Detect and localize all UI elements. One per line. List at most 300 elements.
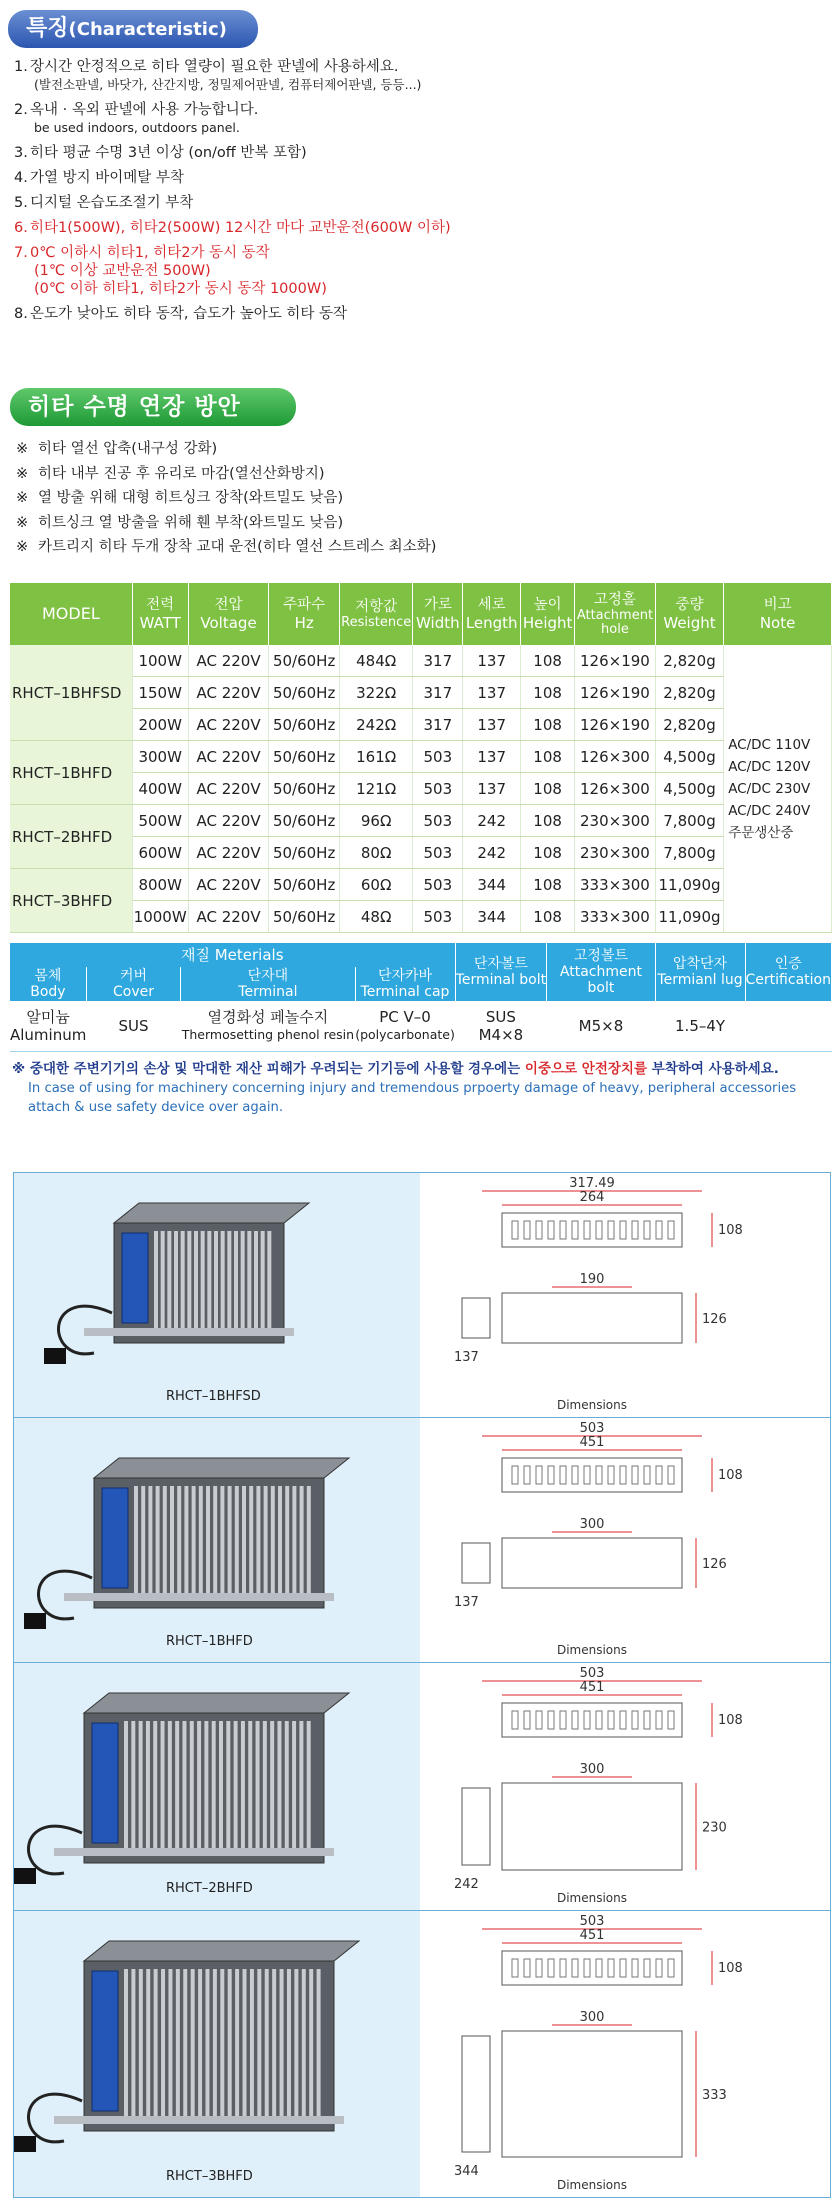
slot [644, 1221, 650, 1239]
top-view [502, 1213, 682, 1247]
fin-slot [139, 1721, 143, 1853]
fin-slot [235, 1969, 239, 2121]
heater-top [94, 1458, 349, 1478]
drawing-svg [422, 1173, 830, 1417]
model-caption: RHCT–1BHFSD [166, 1389, 261, 1404]
cell-voltage: AC 220V [188, 869, 269, 901]
fin-slot [161, 1969, 165, 2121]
slot [596, 1959, 602, 1977]
header-voltage: 전압 Voltage [188, 583, 269, 645]
controller-panel [92, 1723, 118, 1843]
slot [512, 1959, 518, 1977]
table-row [10, 869, 832, 901]
bottom-view [502, 1783, 682, 1870]
fin-slot [168, 1721, 172, 1853]
slot [584, 1466, 590, 1484]
cell-width: 503 [413, 869, 463, 901]
controller-panel [102, 1488, 128, 1588]
slot [644, 1711, 650, 1729]
safety-warning [12, 1060, 827, 1117]
product-row [14, 1418, 830, 1662]
cell-voltage: AC 220V [188, 741, 269, 773]
fin-slot [219, 1721, 223, 1853]
controller-panel [122, 1233, 148, 1323]
header-model: MODEL [10, 583, 132, 645]
material-terminal-cap: PC V–0 (polycarbonate) [355, 1001, 455, 1052]
fin-slot [242, 1486, 246, 1598]
fin-slot [235, 1486, 239, 1598]
top-view [502, 1458, 682, 1492]
note-cell [724, 645, 832, 933]
fin-slot [206, 1486, 210, 1598]
drawing-svg [422, 1911, 830, 2197]
drawing-svg [422, 1418, 830, 1662]
controller-panel [92, 1971, 118, 2111]
slot [608, 1466, 614, 1484]
fin-slot [309, 1969, 313, 2121]
list-item: 5. 디지털 온습도조절기 부착 [14, 195, 194, 211]
cell-weight: 7,800g [655, 837, 723, 869]
dim-hole: 300 [579, 1517, 605, 1532]
dim-depth: 230 [702, 1820, 727, 1836]
cell-voltage: AC 220V [188, 773, 269, 805]
slot [656, 1221, 662, 1239]
header-cover: 커버 Cover [86, 967, 180, 1001]
slot [632, 1711, 638, 1729]
slot [596, 1221, 602, 1239]
fin-slot [247, 1231, 251, 1333]
mount-plate [54, 1848, 334, 1856]
fin-slot [168, 1969, 172, 2121]
cell-width: 317 [413, 677, 463, 709]
cell-resist: 48Ω [339, 901, 413, 933]
cell-hz: 50/60Hz [269, 901, 339, 933]
dimensions-caption: Dimensions [556, 1643, 628, 1657]
slot [548, 1221, 554, 1239]
material-lug: 1.5–4Y [655, 1001, 745, 1052]
product-photo [14, 1173, 420, 1417]
model-cell: RHCT–3BHFD [10, 869, 132, 933]
fin-slot [124, 1969, 128, 2121]
dimension-drawing [422, 1911, 830, 2197]
cell-width: 503 [413, 773, 463, 805]
cell-length: 242 [463, 805, 521, 837]
fin-slot [191, 1969, 195, 2121]
fin-slot [167, 1231, 171, 1333]
cell-watt: 500W [132, 805, 188, 837]
dim-depth: 126 [702, 1312, 727, 1327]
table-row [10, 773, 832, 805]
note-line: AC/DC 240V [728, 802, 811, 819]
dim-hole: 300 [579, 1762, 605, 1777]
cell-watt: 100W [132, 645, 188, 677]
fin-slot [205, 1969, 209, 2121]
fin-slot [134, 1486, 138, 1598]
slot [560, 1711, 566, 1729]
fin-slot [198, 1969, 202, 2121]
product-photo [14, 1418, 420, 1662]
extension-title: 히타 수명 연장 방안 [10, 388, 296, 426]
fin-slot [278, 1486, 282, 1598]
fin-slot [261, 1231, 265, 1333]
table-row [10, 741, 832, 773]
model-caption: RHCT–2BHFD [166, 1881, 253, 1896]
fin-slot [221, 1231, 225, 1333]
dim-hole: 300 [579, 2010, 605, 2025]
cell-height: 108 [521, 709, 575, 741]
side-view [462, 1543, 490, 1583]
cell-hz: 50/60Hz [269, 645, 339, 677]
fin-slot [170, 1486, 174, 1598]
product-grid [13, 1172, 831, 2198]
list-item: ※ 카트리지 히타 두개 장착 교대 운전(히타 열선 스트레스 최소화) [16, 539, 437, 555]
dimension-drawing [422, 1173, 830, 1417]
dimensions-caption: Dimensions [556, 1398, 628, 1412]
table-header-row [10, 583, 832, 645]
cell-weight: 7,800g [655, 805, 723, 837]
slot [656, 1959, 662, 1977]
slot [620, 1221, 626, 1239]
side-view [462, 1298, 490, 1338]
fin-slot [250, 1969, 254, 2121]
mount-plate [54, 2116, 344, 2124]
cell-weight: 2,820g [655, 709, 723, 741]
cell-watt: 300W [132, 741, 188, 773]
fin-slot [307, 1721, 311, 1853]
slot [668, 1221, 674, 1239]
dim-overall: 503 [579, 1666, 605, 1681]
dim-side: 137 [454, 1595, 479, 1610]
fin-slot [190, 1721, 194, 1853]
product-row [14, 1911, 830, 2197]
fin-slot [257, 1969, 261, 2121]
cell-hole: 230×300 [575, 805, 656, 837]
fin-slot [197, 1721, 201, 1853]
slot [632, 1221, 638, 1239]
header-resistence: 저항값 Resistence [339, 583, 413, 645]
cell-voltage: AC 220V [188, 677, 269, 709]
note-line: AC/DC 120V [728, 758, 811, 775]
slot [536, 1466, 542, 1484]
dimensions-caption: Dimensions [556, 1891, 628, 1905]
cell-watt: 600W [132, 837, 188, 869]
slot [524, 1711, 530, 1729]
cell-hz: 50/60Hz [269, 709, 339, 741]
header-hz: 주파수 Hz [269, 583, 339, 645]
fin-slot [220, 1486, 224, 1598]
model-cell: RHCT–2BHFD [10, 805, 132, 869]
material-terminal: 열경화성 페놀수지 Thermosetting phenol resin [181, 1001, 355, 1052]
header-width: 가로 Width [413, 583, 463, 645]
slot [536, 1711, 542, 1729]
fin-slot [228, 1969, 232, 2121]
slot [572, 1466, 578, 1484]
fin-slot [161, 1721, 165, 1853]
slot [608, 1959, 614, 1977]
product-row [14, 1173, 830, 1417]
dim-inner: 451 [579, 1680, 605, 1695]
side-view [462, 1788, 490, 1865]
slot [608, 1221, 614, 1239]
product-photo [14, 1911, 420, 2197]
top-view [502, 1703, 682, 1737]
material-body: 알미늄 Aluminum [10, 1001, 86, 1052]
table-row [10, 677, 832, 709]
list-item: 6. 히타1(500W), 히타2(500W) 12시간 마다 교반운전(600W 이하) [14, 220, 451, 236]
cell-voltage: AC 220V [188, 837, 269, 869]
cell-width: 317 [413, 645, 463, 677]
fin-slot [183, 1969, 187, 2121]
slot [668, 1959, 674, 1977]
side-view [462, 2036, 490, 2152]
cell-width: 503 [413, 805, 463, 837]
fin-slot [204, 1721, 208, 1853]
dim-side: 137 [454, 1350, 479, 1365]
cell-hz: 50/60Hz [269, 869, 339, 901]
dim-inner: 264 [579, 1190, 605, 1205]
sensor-probe [14, 1868, 36, 1884]
cell-hole: 126×300 [575, 773, 656, 805]
fin-slot [131, 1721, 135, 1853]
cell-watt: 150W [132, 677, 188, 709]
list-item: 2. 옥내 · 옥외 판넬에 사용 가능합니다. be used indoors, outdoors panel. [14, 102, 259, 135]
table-row [10, 709, 832, 741]
fin-slot [271, 1486, 275, 1598]
cell-length: 137 [463, 677, 521, 709]
list-item: ※ 열 방출 위해 대형 히트싱크 장착(와트밀도 낮음) [16, 490, 344, 506]
extension-list [16, 437, 436, 560]
fin-slot [287, 1969, 291, 2121]
fin-slot [277, 1721, 281, 1853]
cell-width: 503 [413, 901, 463, 933]
note-line: 주문생산중 [728, 824, 794, 841]
list-item: ※ 히타 열선 압축(내구성 강화) [16, 441, 218, 457]
header-attachment-hole: 고정홀 Attachment hole [575, 583, 656, 645]
header-terminal-cap: 단자카바 Terminal cap [355, 967, 455, 1001]
cell-watt: 800W [132, 869, 188, 901]
slot [668, 1711, 674, 1729]
sensor-probe [24, 1613, 46, 1629]
fin-slot [148, 1486, 152, 1598]
cell-hz: 50/60Hz [269, 837, 339, 869]
fin-slot [175, 1721, 179, 1853]
heater-image [14, 1663, 420, 1910]
dim-hole: 190 [579, 1272, 605, 1287]
fin-slot [226, 1721, 230, 1853]
slot [584, 1959, 590, 1977]
product-photo [14, 1663, 420, 1910]
fin-slot [174, 1231, 178, 1333]
drawing-svg [422, 1663, 830, 1910]
fin-slot [146, 1721, 150, 1853]
fin-slot [181, 1231, 185, 1333]
header-certification: 인증 Certification [745, 943, 831, 1001]
cell-resist: 161Ω [339, 741, 413, 773]
fin-slot [317, 1969, 321, 2121]
cell-voltage: AC 220V [188, 709, 269, 741]
fin-slot [154, 1231, 158, 1333]
fin-slot [177, 1486, 181, 1598]
cell-length: 137 [463, 709, 521, 741]
fin-slot [227, 1231, 231, 1333]
fin-slot [141, 1486, 145, 1598]
slot [560, 1959, 566, 1977]
slot [632, 1466, 638, 1484]
cell-weight: 2,820g [655, 645, 723, 677]
note-line: AC/DC 110V [728, 736, 811, 753]
fin-slot [163, 1486, 167, 1598]
cell-weight: 4,500g [655, 773, 723, 805]
cell-resist: 484Ω [339, 645, 413, 677]
fin-slot [256, 1721, 260, 1853]
cell-length: 344 [463, 869, 521, 901]
heater-image [14, 1173, 420, 1417]
slot [512, 1221, 518, 1239]
cell-length: 344 [463, 901, 521, 933]
cell-height: 108 [521, 677, 575, 709]
dimensions-caption: Dimensions [556, 2178, 628, 2192]
cell-length: 137 [463, 645, 521, 677]
cell-height: 108 [521, 869, 575, 901]
fin-slot [256, 1486, 260, 1598]
cell-resist: 322Ω [339, 677, 413, 709]
cell-hole: 333×300 [575, 901, 656, 933]
dimension-drawing [422, 1418, 830, 1662]
fin-slot [243, 1969, 247, 2121]
cell-hole: 126×300 [575, 741, 656, 773]
slot [608, 1711, 614, 1729]
fin-slot [192, 1486, 196, 1598]
material-attachment-bolt: M5×8 [547, 1001, 655, 1052]
cell-voltage: AC 220V [188, 901, 269, 933]
mount-plate [64, 1593, 334, 1601]
list-item: 3. 히타 평균 수명 3년 이상 (on/off 반복 포함) [14, 145, 307, 161]
heater-top [114, 1203, 309, 1223]
cell-height: 108 [521, 645, 575, 677]
list-item: 7. 0℃ 이하시 히타1, 히타2가 동시 동작 (1℃ 이상 교반운전 500W) (0℃ 이하 히타1, 히타2가 동시 동작 1000W) [14, 245, 327, 297]
fin-slot [199, 1486, 203, 1598]
cell-weight: 2,820g [655, 677, 723, 709]
fin-slot [139, 1969, 143, 2121]
dim-inner: 451 [579, 1928, 605, 1943]
slot [620, 1466, 626, 1484]
model-caption: RHCT–3BHFD [166, 2169, 253, 2184]
sensor-probe [44, 1348, 66, 1364]
cell-width: 503 [413, 741, 463, 773]
heater-image [14, 1418, 420, 1662]
bottom-view [502, 2031, 682, 2157]
table-row [10, 837, 832, 869]
cell-resist: 242Ω [339, 709, 413, 741]
slot [548, 1466, 554, 1484]
fin-slot [248, 1721, 252, 1853]
warning-korean: ※ 중대한 주변기기의 손상 및 막대한 재산 피해가 우려되는 기기등에 사용할 경우에는 이중으로 안전장치를 부착하여 사용하세요. [12, 1061, 779, 1077]
slot [584, 1221, 590, 1239]
slot [572, 1221, 578, 1239]
cell-watt: 1000W [132, 901, 188, 933]
fin-slot [146, 1969, 150, 2121]
fin-slot [212, 1721, 216, 1853]
mount-plate [84, 1328, 294, 1336]
table-row [10, 901, 832, 933]
list-item: 4. 가열 방지 바이메탈 부착 [14, 170, 184, 186]
fin-slot [201, 1231, 205, 1333]
table-row [10, 1001, 832, 1052]
slot [668, 1466, 674, 1484]
slot [596, 1711, 602, 1729]
cell-height: 108 [521, 837, 575, 869]
cell-hole: 126×190 [575, 645, 656, 677]
header-watt: 전력 WATT [132, 583, 188, 645]
slot [524, 1959, 530, 1977]
dim-side: 242 [454, 1877, 479, 1892]
fin-slot [272, 1969, 276, 2121]
material-group-title: 재질 Meterials [10, 943, 455, 967]
model-cell: RHCT–1BHFD [10, 741, 132, 805]
slot [536, 1221, 542, 1239]
header-height: 높이 Height [521, 583, 575, 645]
cell-height: 108 [521, 901, 575, 933]
cell-height: 108 [521, 773, 575, 805]
slot [644, 1466, 650, 1484]
sensor-probe [14, 2136, 36, 2152]
fin-slot [213, 1486, 217, 1598]
header-note: 비고 Note [724, 583, 832, 645]
table-row [10, 645, 832, 677]
fin-slot [241, 1231, 245, 1333]
fin-slot [154, 1969, 158, 2121]
slot [584, 1711, 590, 1729]
slot [524, 1221, 530, 1239]
fin-slot [241, 1721, 245, 1853]
header-terminal-bolt: 단자볼트 Terminal bolt [455, 943, 547, 1001]
cell-voltage: AC 220V [188, 645, 269, 677]
list-item: 8. 온도가 낮아도 히타 동작, 습도가 높아도 히타 동작 [14, 306, 348, 322]
material-cover: SUS [86, 1001, 180, 1052]
cell-watt: 200W [132, 709, 188, 741]
dimension-drawing [422, 1663, 830, 1910]
slot [548, 1711, 554, 1729]
warning-english: In case of using for machinery concerning injury and tremendous prpoerty damage of heavy, peripheral accessories attach & use safety device over again. [28, 1081, 797, 1115]
header-terminal: 단자대 Terminal [181, 967, 355, 1001]
fin-slot [124, 1721, 128, 1853]
fin-slot [176, 1969, 180, 2121]
material-table [10, 943, 832, 1052]
cell-hole: 126×190 [575, 677, 656, 709]
fin-slot [249, 1486, 253, 1598]
material-certification [745, 1001, 831, 1052]
cell-hole: 126×190 [575, 709, 656, 741]
fin-slot [285, 1486, 289, 1598]
fin-slot [228, 1486, 232, 1598]
cell-hz: 50/60Hz [269, 677, 339, 709]
dim-height: 108 [718, 1713, 743, 1728]
cell-resist: 60Ω [339, 869, 413, 901]
top-view [502, 1951, 682, 1985]
fin-slot [280, 1969, 284, 2121]
model-caption: RHCT–1BHFD [166, 1634, 253, 1649]
cell-hz: 50/60Hz [269, 773, 339, 805]
slot [536, 1959, 542, 1977]
slot [644, 1959, 650, 1977]
cell-height: 108 [521, 805, 575, 837]
dim-overall: 503 [579, 1421, 605, 1436]
header-terminal-lug: 압착단자 Termianl lug [655, 943, 745, 1001]
dim-depth: 333 [702, 2088, 727, 2103]
list-item: ※ 히트싱크 열 방출을 위해 휀 부착(와트밀도 낮음) [16, 514, 344, 531]
slot [620, 1959, 626, 1977]
cell-hz: 50/60Hz [269, 805, 339, 837]
